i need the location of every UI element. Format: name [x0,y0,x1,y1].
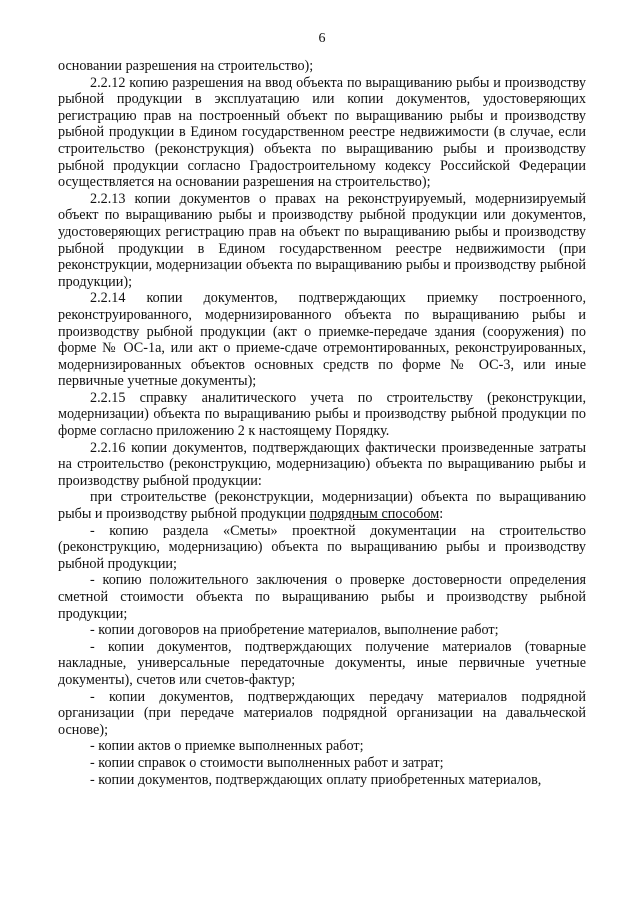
contract-method-underlined: подрядным способом [309,506,440,523]
paragraph-2-2-16: 2.2.16 копии документов, подтверждающих фактически произведенные затраты на строительство (реконструкцию, модернизацию) объекта по выращиванию рыбы и производству рыбной продукции: [58,439,586,489]
list-item-materials-receipt: - копии документов, подтверждающих получение материалов (товарные накладные, универсальные передаточные документы, иные первичные учетные документы), счетов или счетов-фактур; [58,638,586,688]
page-number: 6 [318,31,326,46]
list-item-acceptance-acts: - копии актов о приемке выполненных работ; [90,738,364,755]
paragraph-2-2-13: 2.2.13 копии документов о правах на реконструируемый, модернизируемый объект по выращиванию рыбы и производству рыбной продукции или документов, удостоверяющих регистрацию прав на объект по выращиванию рыбы и производству рыбной продукции в Едином государственном реестре недвижимости (при реконструкции, модернизации объекта по выращиванию рыбы и производству рыбной продукции); [58,190,586,290]
paragraph-contract-method [58,489,586,522]
paragraph-2-2-12: 2.2.12 копию разрешения на ввод объекта по выращиванию рыбы и производству рыбной продукции в эксплуатацию или копии документов, удостоверяющих регистрацию прав на построенный объект по выращиванию рыбы и производству рыбной продукции в Едином государственном реестре недвижимости (в случае, если строительство (реконструкция) объекта по выращиванию рыбы и производству рыбной продукции согласно Градостроительному кодексу Российской Федерации осуществляется на основании разрешения на строительство); [58,74,586,191]
paragraph-continuation: основании разрешения на строительство); [58,58,314,74]
list-item-estimate-copy: - копию раздела «Сметы» проектной документации на строительство (реконструкцию, модернизацию) объекта по выращиванию рыбы и производству рыбной продукции; [58,522,586,572]
contract-method-colon: : [439,506,444,523]
list-item-contracts: - копии договоров на приобретение материалов, выполнение работ; [90,622,499,639]
paragraph-2-2-14: 2.2.14 копии документов, подтверждающих приемку построенного, реконструированного, модернизированного объекта по выращиванию рыбы и производству рыбной продукции (акт о приемке-передаче здания (сооружения) по форме № ОС-1а, или акт о приеме-сдаче отремонтированных, реконструированных, модернизированных объектов основных средств по форме № ОС-3, или иные первичные учетные документы); [58,290,586,390]
list-item-materials-transfer: - копии документов, подтверждающих передачу материалов подрядной организации (при передаче материалов подрядной организации на давальческой основе); [58,688,586,738]
paragraph-2-2-15: 2.2.15 справку аналитического учета по строительству (реконструкции, модернизации) объекта по выращиванию рыбы и производству рыбной продукции по форме согласно приложению 2 к настоящему Порядку. [58,389,586,440]
list-item-payment-documents: - копии документов, подтверждающих оплату приобретенных материалов, [90,771,542,788]
list-item-cost-certificates: - копии справок о стоимости выполненных работ и затрат; [90,754,444,771]
list-item-positive-conclusion: - копию положительного заключения о проверке достоверности определения сметной стоимости объекта по выращиванию рыбы и производству рыбной продукции; [58,572,586,622]
contract-method-intro: при строительстве (реконструкции, модернизации) объекта по выращиванию рыбы и производству рыбной продукции [58,489,586,523]
